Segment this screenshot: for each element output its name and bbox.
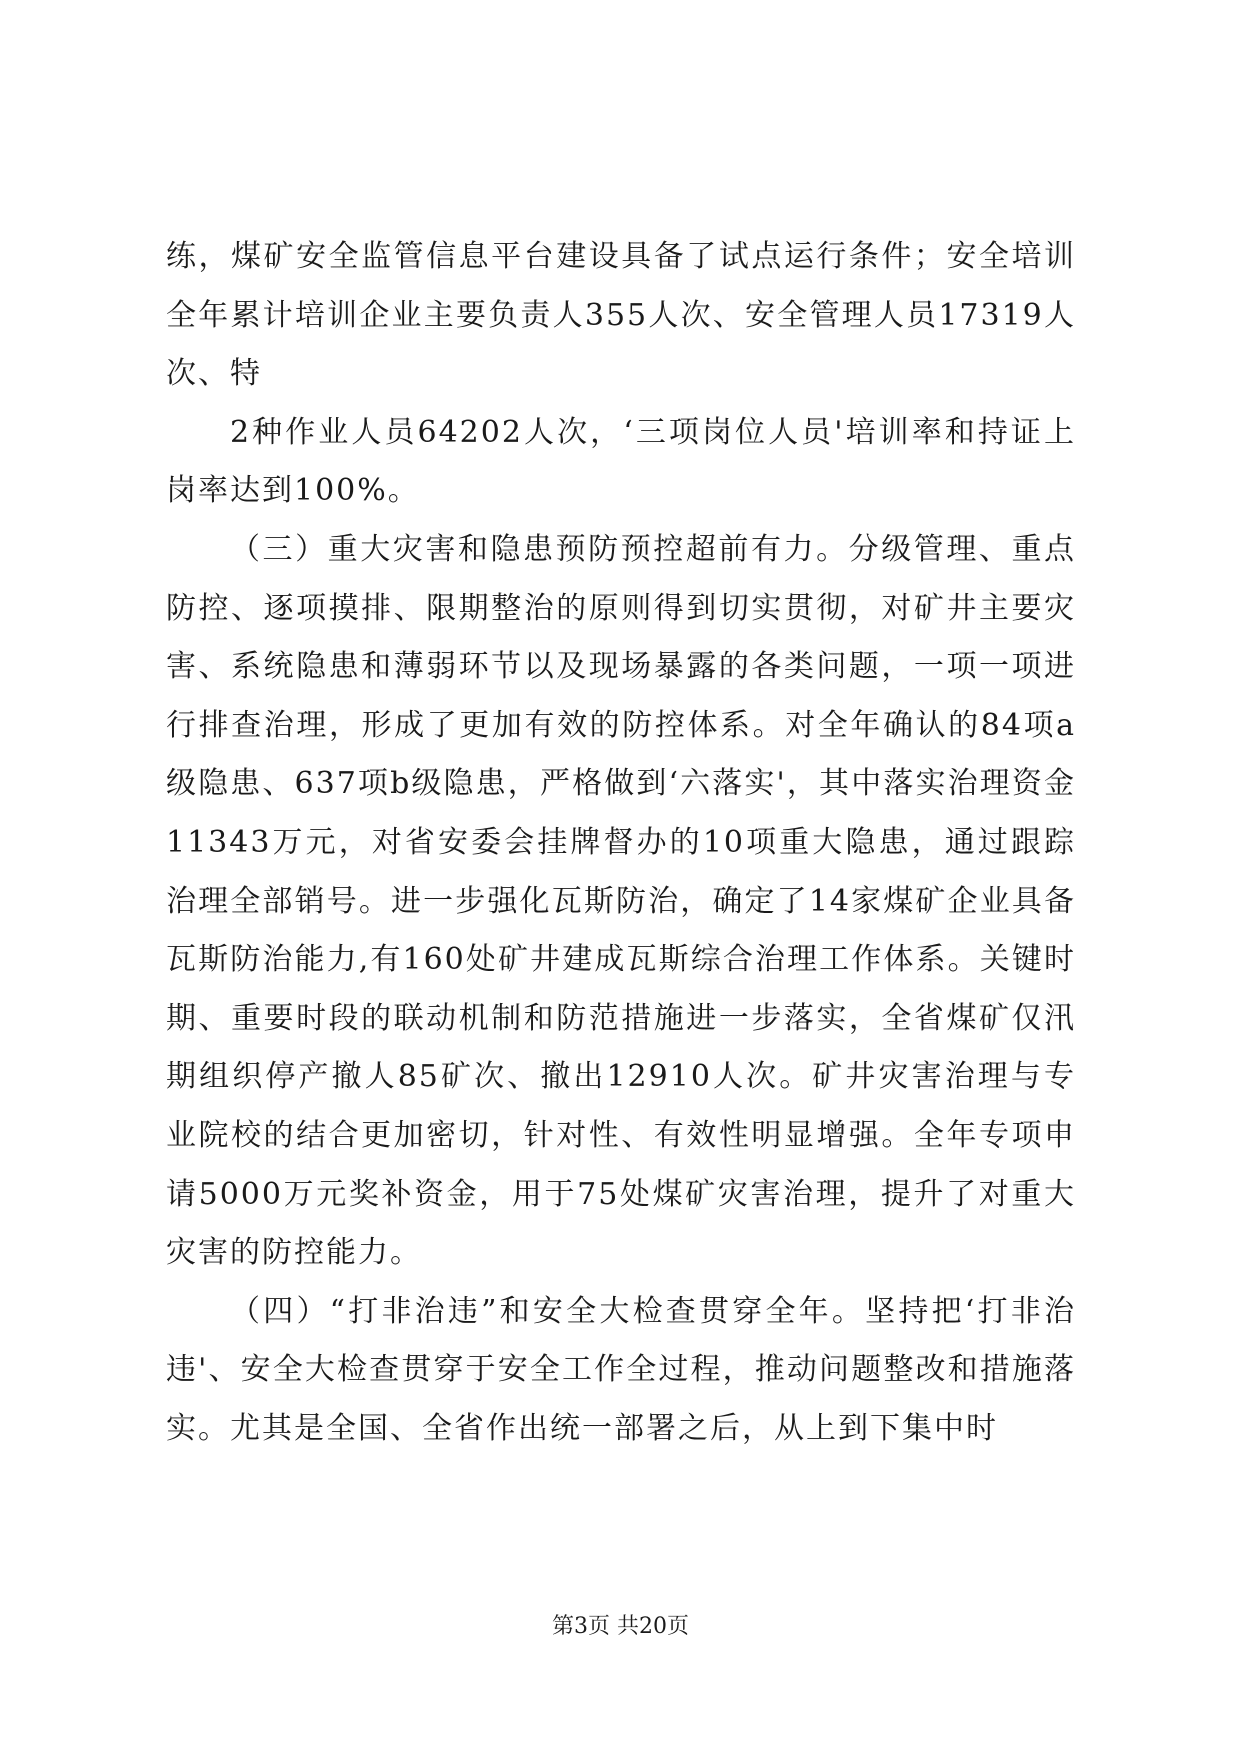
paragraph-2: 2种作业人员64202人次，‘三项岗位人员'培训率和持证上岗率达到100%。 [166,414,1076,509]
paragraph-1: 练，煤矿安全监管信息平台建设具备了试点运行条件；安全培训全年累计培训企业主要负责人355人次、安全管理人员17319人次、特 [166,239,1076,392]
paragraph-3: （三）重大灾害和隐患预防预控超前有力。分级管理、重点防控、逐项摸排、限期整治的原则得到切实贯彻，对矿井主要灾害、系统隐患和薄弱环节以及现场暴露的各类问题，一项一项进行排查治理，形成了更加有效的防控体系。对全年确认的84项a级隐患、637项b级隐患，严格做到‘六落实'，其中落实治理资金11343万元，对省安委会挂牌督办的10项重大隐患，通过跟踪治理全部销号。进一步强化瓦斯防治，确定了14家煤矿企业具备瓦斯防治能力,有160处矿井建成瓦斯综合治理工作体系。关键时期、重要时段的联动机制和防范措施进一步落实，全省煤矿仅汛期组织停产撤人85矿次、撤出12910人次。矿井灾害治理与专业院校的结合更加密切，针对性、有效性明显增强。全年专项申请5000万元奖补资金，用于75处煤矿灾害治理，提升了对重大灾害的防控能力。 [166,531,1076,1271]
document-body [166,228,1076,1458]
paragraph-4: （四）“打非治违”和安全大检查贯穿全年。坚持把‘打非治违'、安全大检查贯穿于安全工作全过程，推动问题整改和措施落实。尤其是全国、全省作出统一部署之后，从上到下集中时 [166,1293,1076,1446]
page-number-footer: 第3页 共20页 [552,1614,689,1639]
